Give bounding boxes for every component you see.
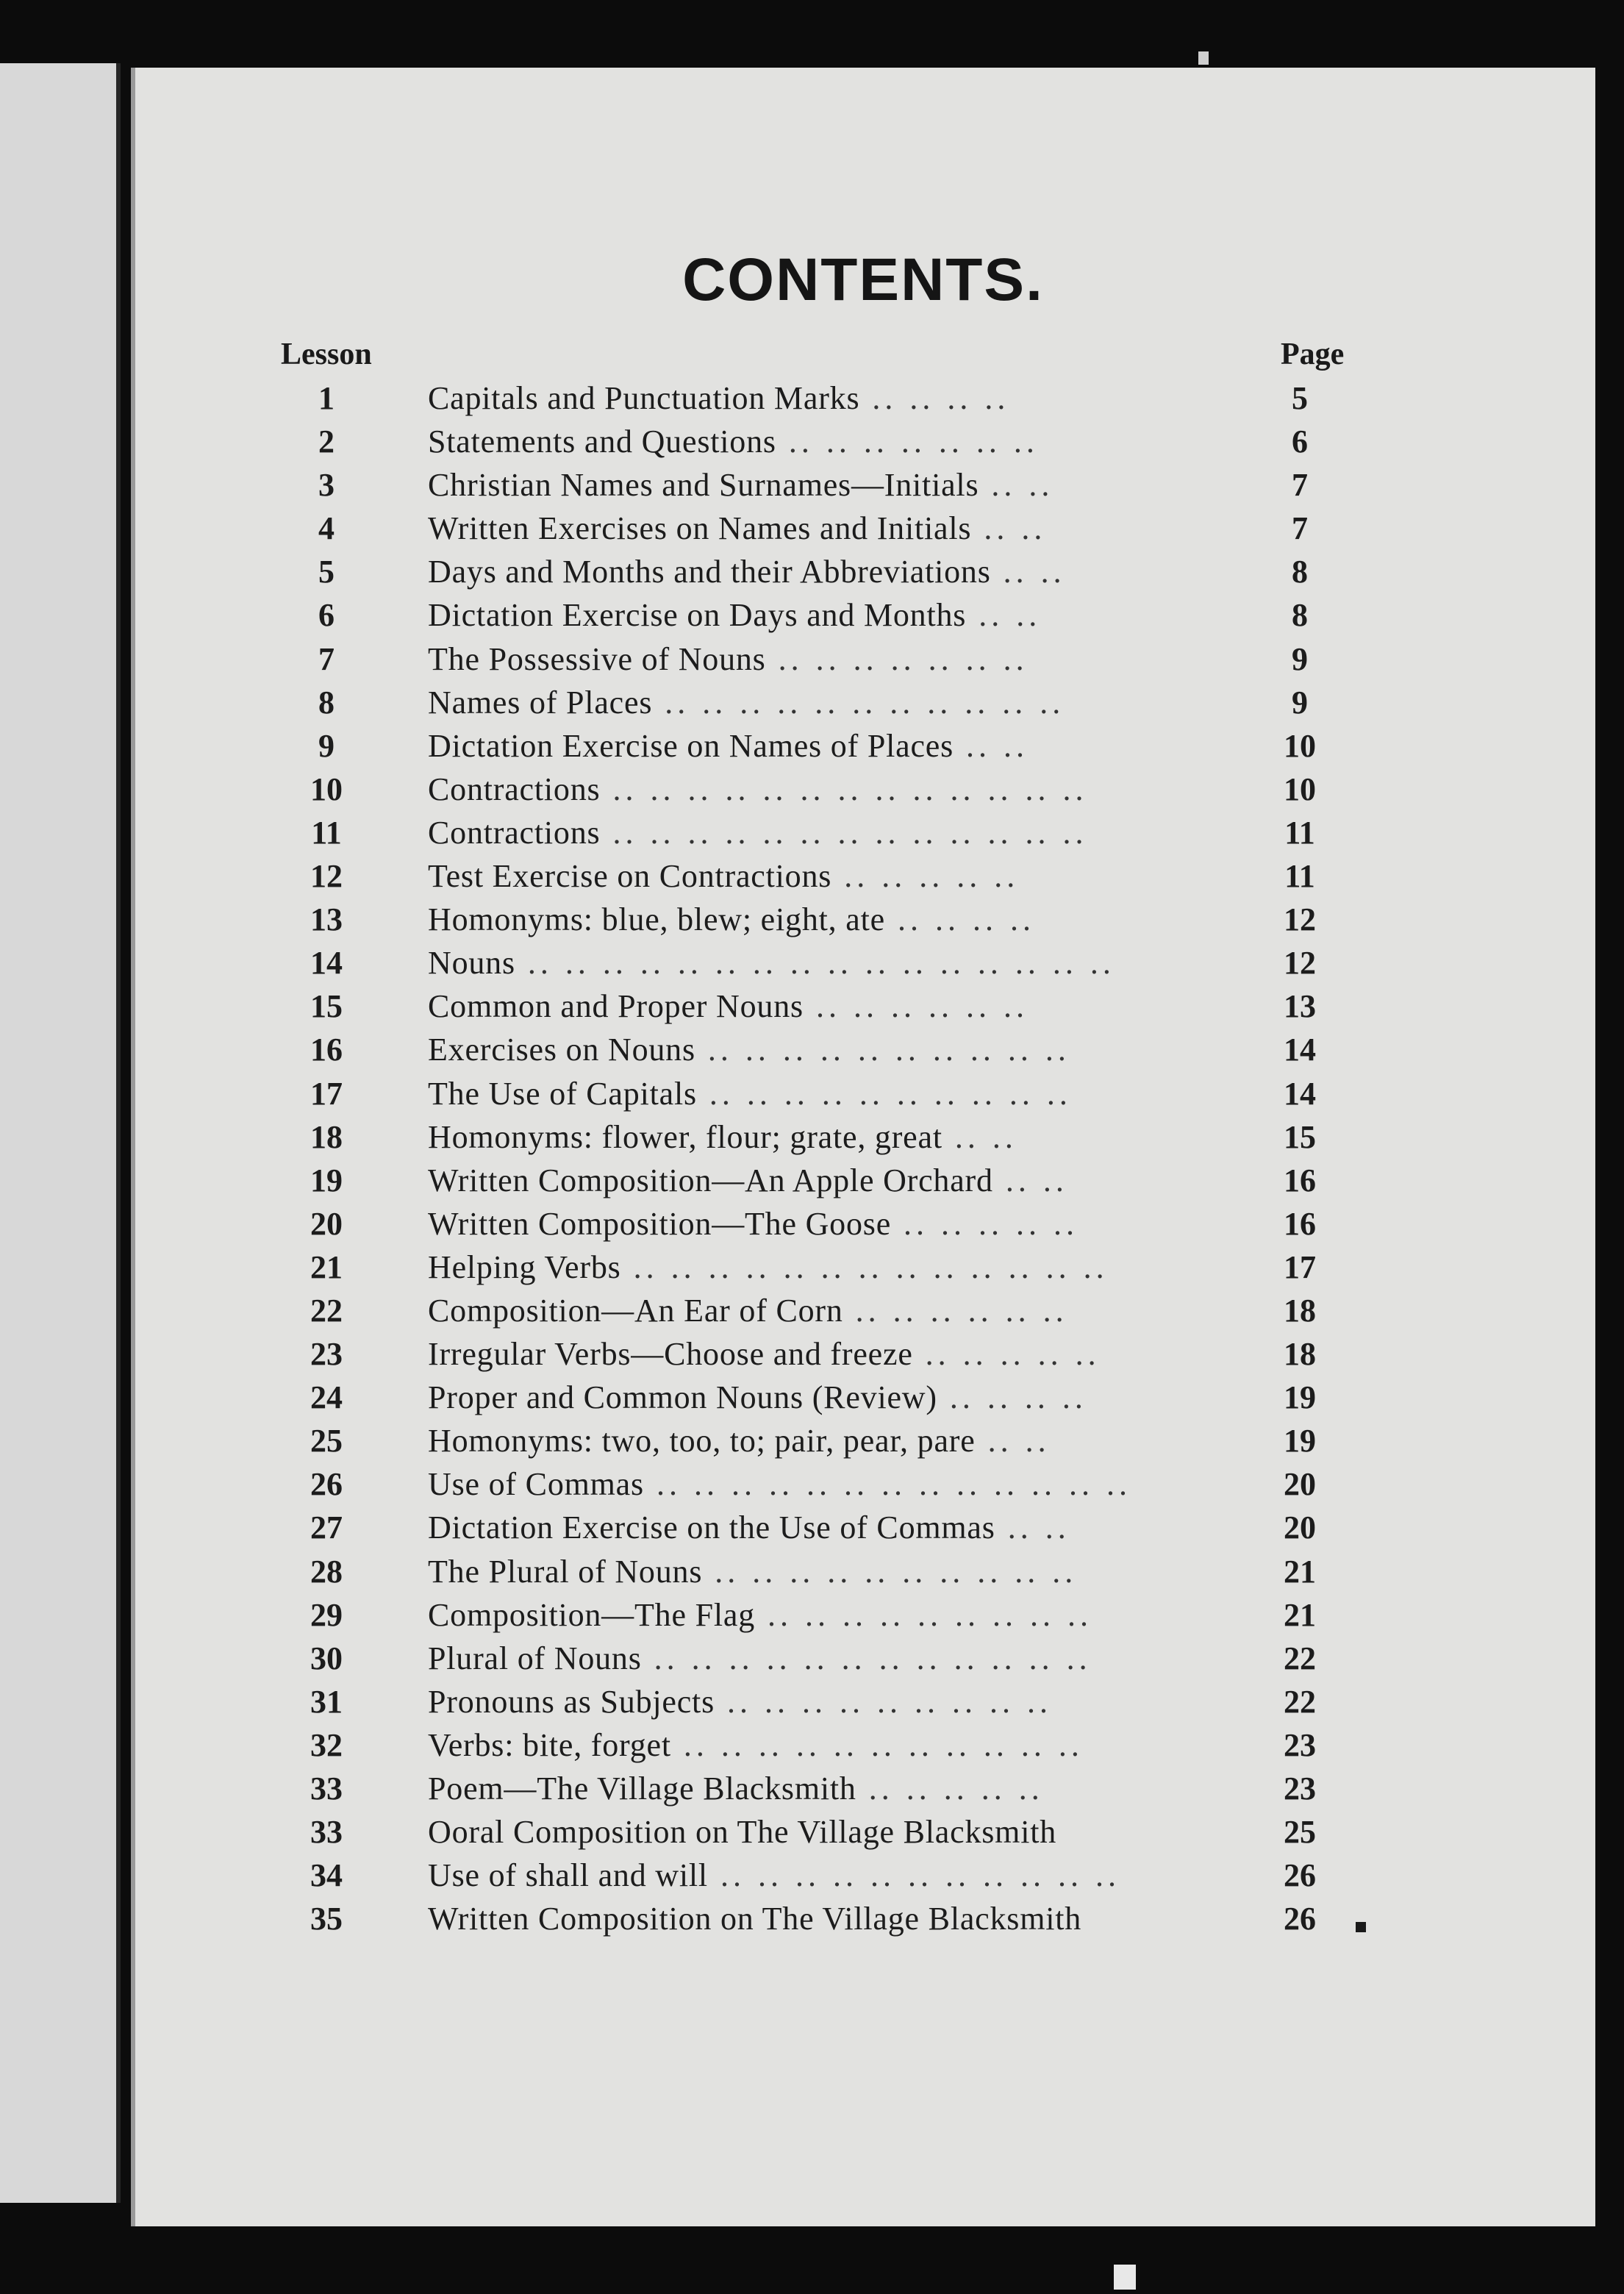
dot-leader: .. .. [942,1118,1017,1155]
lesson-title-text: Dictation Exercise on Days and Months [428,597,967,634]
lesson-title [428,944,1384,982]
page-number: 12 [1284,945,1316,982]
page-number: 11 [1284,814,1315,851]
lesson-title [428,1162,1384,1199]
lesson-number: 23 [310,1336,343,1373]
lesson-title [428,1379,1384,1416]
contents-row [131,375,1595,418]
contents-row [131,462,1595,505]
lesson-title-text: Pronouns as Subjects [428,1683,715,1720]
lesson-number: 31 [310,1683,343,1720]
lesson-number: 29 [310,1596,343,1633]
facing-page-edge [0,63,121,2203]
lesson-column-header: Lesson [281,337,372,371]
lesson-title [428,1813,1384,1851]
contents-row [131,1244,1595,1287]
lesson-title [428,1465,1384,1503]
dot-leader: .. .. .. .. .. .. .. .. .. [715,1683,1052,1720]
page-number: 19 [1284,1379,1316,1416]
lesson-title-text: Contractions [428,771,601,807]
contents-row [131,1418,1595,1461]
page-number: 18 [1284,1292,1316,1329]
contents-row [131,1157,1595,1201]
lesson-title-text: Verbs: bite, forget [428,1726,671,1763]
lesson-title-text: Statements and Questions [428,424,776,460]
dot-leader: .. .. .. .. .. [891,1205,1079,1242]
lesson-title-text: Exercises on Nouns [428,1032,695,1068]
dot-leader: .. .. .. .. .. .. .. .. .. .. .. .. .. [620,1248,1109,1285]
dot-leader: .. .. .. .. .. .. .. [776,424,1039,460]
lesson-number: 21 [310,1248,343,1285]
dot-leader: .. .. .. .. .. .. .. .. .. .. .. .. .. [643,1466,1131,1503]
lesson-title-text: Composition—An Ear of Corn [428,1292,843,1329]
lesson-title [428,1900,1384,1937]
contents-row [131,766,1595,810]
lesson-number: 14 [310,945,343,982]
lesson-number: 22 [310,1292,343,1329]
lesson-number: 3 [318,467,335,504]
dot-leader: .. .. .. .. .. .. .. .. .. .. [702,1553,1078,1590]
lesson-number: 30 [310,1640,343,1676]
lesson-number: 26 [310,1466,343,1503]
page-number: 19 [1284,1423,1316,1459]
contents-row [131,592,1595,635]
page-number: 12 [1284,901,1316,938]
dot-leader: .. .. .. .. .. .. .. .. .. .. .. [707,1857,1120,1894]
lesson-title-text: Days and Months and their Abbreviations [428,554,991,590]
lesson-title-text: Homonyms: two, too, to; pair, pear, pare [428,1423,976,1459]
lesson-title [428,423,1384,460]
dot-leader: .. .. .. .. [884,901,1035,938]
page-number: 21 [1284,1596,1316,1633]
lesson-number: 1 [318,380,335,416]
lesson-title-text: The Possessive of Nouns [428,640,766,677]
lesson-title-text: Irregular Verbs—Choose and freeze [428,1336,913,1373]
contents-row [131,723,1595,766]
lesson-title-text: Common and Proper Nouns [428,988,804,1025]
contents-row [131,1114,1595,1157]
page-number: 11 [1284,858,1315,895]
contents-row [131,1548,1595,1592]
lesson-title [428,379,1384,417]
dot-leader: .. .. [954,727,1029,764]
page-number: 8 [1292,554,1308,590]
dot-leader: .. .. [966,597,1042,634]
dot-leader: .. .. .. .. .. [831,858,1020,895]
lesson-title [428,684,1384,721]
page-number: 9 [1292,684,1308,721]
dot-leader: .. .. .. .. .. [856,1770,1044,1807]
contents-list [131,375,1595,1939]
dot-leader: .. .. .. .. .. .. .. .. .. .. .. .. .. [600,771,1088,807]
lesson-title-text: Written Exercises on Names and Initials [428,510,972,547]
lesson-title-text: Written Composition—An Apple Orchard [428,1162,993,1198]
dot-leader: .. .. .. .. [859,380,1010,416]
page-number: 8 [1292,597,1308,634]
dot-leader: .. .. [995,1509,1070,1546]
contents-row [131,1592,1595,1635]
dot-leader: .. .. .. .. .. .. .. .. .. .. .. .. .. .. .. .. [515,945,1115,982]
page-number: 26 [1284,1857,1316,1894]
page-number: 23 [1284,1726,1316,1763]
contents-row [131,810,1595,853]
lesson-title-text: Written Composition on The Village Blacksmith [428,1901,1082,1937]
lesson-number: 25 [310,1423,343,1459]
contents-row [131,940,1595,983]
contents-row [131,853,1595,896]
lesson-title [428,1640,1384,1677]
page-title: CONTENTS. [682,246,1044,313]
lesson-number: 33 [310,1770,343,1807]
contents-row [131,1635,1595,1679]
lesson-title [428,1770,1384,1807]
lesson-title [428,1726,1384,1764]
dot-leader: .. .. .. .. .. .. .. .. .. .. .. [670,1726,1084,1763]
lesson-number: 20 [310,1205,343,1242]
page-number: 9 [1292,640,1308,677]
lesson-number: 18 [310,1118,343,1155]
contents-row [131,1287,1595,1331]
lesson-number: 6 [318,597,335,634]
lesson-number: 4 [318,510,335,547]
contents-row [131,1461,1595,1504]
dot-leader: .. .. .. .. .. .. [803,988,1029,1025]
lesson-number: 5 [318,554,335,590]
contents-row [131,1765,1595,1809]
lesson-title [428,1857,1384,1894]
lesson-title-text: Test Exercise on Contractions [428,858,832,895]
contents-row [131,896,1595,940]
page-number: 22 [1284,1640,1316,1676]
contents-row [131,1679,1595,1722]
contents-row [131,983,1595,1026]
lesson-title [428,466,1384,504]
contents-row [131,418,1595,462]
lesson-title-text: Dictation Exercise on Names of Places [428,727,954,764]
page-number: 25 [1284,1814,1316,1851]
lesson-title-text: Composition—The Flag [428,1596,755,1633]
contents-row [131,1722,1595,1765]
lesson-title [428,1553,1384,1590]
lesson-title [428,1596,1384,1634]
page-number: 20 [1284,1466,1316,1503]
dot-leader: .. .. [971,510,1047,547]
dot-leader: .. .. [992,1162,1068,1198]
lesson-title-text: Poem—The Village Blacksmith [428,1770,856,1807]
contents-row [131,1852,1595,1895]
lesson-title [428,771,1384,808]
scan-speck [1198,51,1209,65]
lesson-title-text: The Plural of Nouns [428,1553,703,1590]
dot-leader: .. .. .. .. .. .. .. .. .. .. .. .. [641,1640,1092,1676]
lesson-title [428,1118,1384,1156]
lesson-title-text: Helping Verbs [428,1248,621,1285]
lesson-title-text: Homonyms: flower, flour; grate, great [428,1118,942,1155]
lesson-number: 19 [310,1162,343,1198]
scan-speck [1356,1922,1366,1932]
lesson-number: 28 [310,1553,343,1590]
lesson-number: 11 [311,814,342,851]
lesson-title [428,1509,1384,1546]
contents-row [131,1895,1595,1939]
lesson-title-text: Written Composition—The Goose [428,1205,892,1242]
dot-leader: .. .. .. .. .. .. .. .. .. .. .. [652,684,1065,721]
contents-row [131,549,1595,592]
lesson-title-text: Use of shall and will [428,1857,708,1894]
page-number: 18 [1284,1336,1316,1373]
dot-leader: .. .. .. .. .. .. .. .. .. [755,1596,1092,1633]
lesson-number: 13 [310,901,343,938]
dot-leader: .. .. .. .. .. .. .. .. .. .. [695,1032,1070,1068]
dot-leader: .. .. .. .. .. .. .. .. .. .. .. .. .. [600,814,1088,851]
contents-row [131,1504,1595,1548]
lesson-title [428,901,1384,938]
dot-leader: .. .. .. .. .. [912,1336,1101,1373]
dot-leader: .. .. .. .. .. .. .. [765,640,1029,677]
lesson-number: 32 [310,1726,343,1763]
page-column-header: Page [1281,337,1345,371]
page-number: 23 [1284,1770,1316,1807]
lesson-title-text: Use of Commas [428,1466,644,1503]
lesson-number: 16 [310,1032,343,1068]
page-number: 16 [1284,1205,1316,1242]
dot-leader: .. .. [979,467,1054,504]
lesson-number: 27 [310,1509,343,1546]
lesson-title [428,1292,1384,1329]
lesson-title-text: Plural of Nouns [428,1640,642,1676]
contents-row [131,1809,1595,1852]
lesson-title [428,640,1384,678]
page-number: 5 [1292,380,1308,416]
lesson-title-text: Nouns [428,945,515,982]
page-number: 10 [1284,771,1316,807]
lesson-title [428,857,1384,895]
page-number: 22 [1284,1683,1316,1720]
dot-leader: .. .. .. .. [937,1379,1087,1416]
lesson-title [428,510,1384,547]
lesson-number: 10 [310,771,343,807]
lesson-title [428,1248,1384,1286]
contents-row [131,1331,1595,1374]
page-number: 20 [1284,1509,1316,1546]
lesson-title-text: The Use of Capitals [428,1075,697,1112]
contents-row [131,636,1595,679]
page-number: 7 [1292,467,1308,504]
page-number: 7 [1292,510,1308,547]
lesson-title [428,1031,1384,1068]
lesson-title [428,1422,1384,1459]
lesson-title-text: Dictation Exercise on the Use of Commas [428,1509,995,1546]
dot-leader: .. .. .. .. .. .. [843,1292,1068,1329]
lesson-number: 12 [310,858,343,895]
lesson-number: 35 [310,1901,343,1937]
lesson-title-text: Contractions [428,814,601,851]
lesson-title [428,553,1384,590]
page-number: 21 [1284,1553,1316,1590]
contents-page [131,68,1595,2226]
lesson-title-text: Christian Names and Surnames—Initials [428,467,979,504]
lesson-number: 8 [318,684,335,721]
lesson-number: 17 [310,1075,343,1112]
lesson-title [428,1205,1384,1243]
lesson-number: 34 [310,1857,343,1894]
lesson-number: 24 [310,1379,343,1416]
lesson-number: 9 [318,727,335,764]
contents-row [131,505,1595,549]
page-number: 16 [1284,1162,1316,1198]
lesson-title [428,1683,1384,1721]
lesson-title [428,727,1384,765]
page-number: 6 [1292,424,1308,460]
lesson-title [428,987,1384,1025]
contents-row [131,1071,1595,1114]
lesson-title-text: Ooral Composition on The Village Blacksmith [428,1814,1057,1851]
lesson-number: 15 [310,988,343,1025]
lesson-title [428,1335,1384,1373]
lesson-title-text: Names of Places [428,684,653,721]
lesson-number: 7 [318,640,335,677]
lesson-title [428,596,1384,634]
dot-leader: .. .. [990,554,1066,590]
lesson-title [428,1075,1384,1112]
page-number: 26 [1284,1901,1316,1937]
dot-leader: .. .. .. .. .. .. .. .. .. .. [696,1075,1072,1112]
scan-speck [1114,2265,1136,2290]
dot-leader: .. .. [975,1423,1051,1459]
contents-row [131,679,1595,723]
lesson-number: 2 [318,424,335,460]
page-number: 14 [1284,1075,1316,1112]
page-number: 17 [1284,1248,1316,1285]
contents-row [131,1374,1595,1418]
contents-row [131,1201,1595,1244]
page-number: 13 [1284,988,1316,1025]
lesson-number: 33 [310,1814,343,1851]
page-number: 15 [1284,1118,1316,1155]
page-number: 10 [1284,727,1316,764]
lesson-title-text: Homonyms: blue, blew; eight, ate [428,901,885,938]
lesson-title-text: Proper and Common Nouns (Review) [428,1379,937,1416]
contents-row [131,1026,1595,1070]
page-number: 14 [1284,1032,1316,1068]
lesson-title [428,814,1384,851]
lesson-title-text: Capitals and Punctuation Marks [428,380,860,416]
